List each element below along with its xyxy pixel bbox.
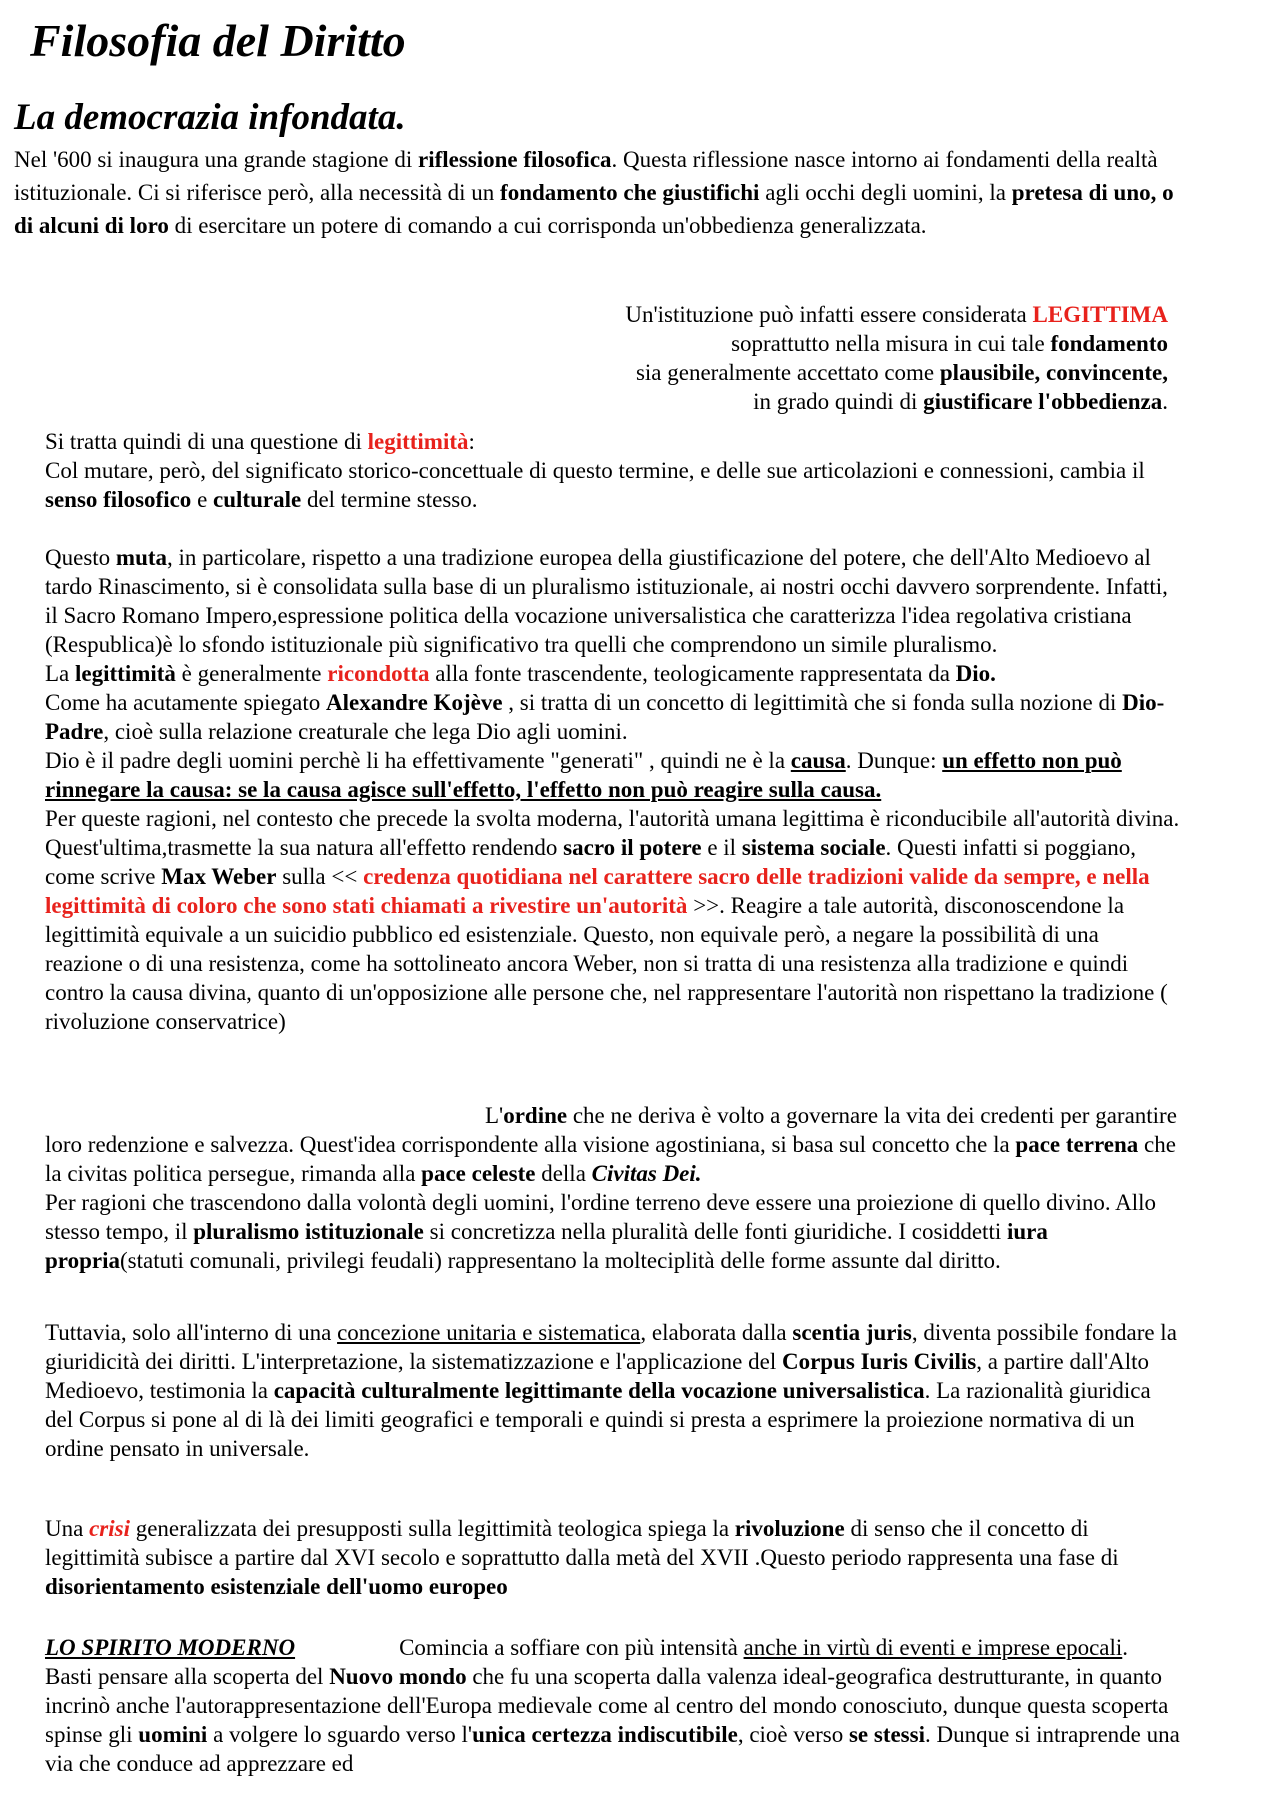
spirito-heading: LO SPIRITO MODERNO xyxy=(45,1635,296,1660)
tuttavia-paragraph: Tuttavia, solo all'interno di una concezione unitaria e sistematica, elaborata dalla scentia juris, diventa possibile fondare la giuridicità dei diritti. L'interpretazione, la sistematizzazione e l'applicazione del Corpus Iuris Civilis, a partire dall'Alto Medioevo, testimonia la capacità culturalmente legittimante della vocazione universalistica. La razionalità giuridica del Corpus si pone al di là dei limiti geografici e temporali e quindi si presta a esprimere la proiezione normativa di un ordine pensato in universale. xyxy=(45,1320,1177,1461)
quote-line: Un'istituzione può infatti essere considerata LEGITTIMA xyxy=(625,302,1168,327)
section-title: La democrazia infondata. xyxy=(14,97,406,138)
quote-line: soprattutto nella misura in cui tale fondamento xyxy=(731,331,1168,356)
spirito-paragraph: LO SPIRITO MODERNO Comincia a soffiare con più intensità anche in virtù di eventi e imprese epocali. Basti pensare alla scoperta del Nuovo mondo che fu una scoperta dalla valenza ideal-geografica destrutturante, in quanto incrinò anche l'autorappresentazione dell'Europa medievale come al centro del mondo conosciuto, dunque questa scoperta spinse gli uomini a volgere lo sguardo verso l'unica certezza indiscutibile, cioè verso se stessi. Dunque si intraprende una via che conduce ad apprezzare ed xyxy=(45,1635,1180,1776)
ordine-paragraph: L'ordine che ne deriva è volto a governare la vita dei credenti per garantire loro redenzione e salvezza. Quest'idea corrispondente alla visione agostiniana, si basa sul concetto che la pace terrena che la civitas politica persegue, rimanda alla pace celeste della Civitas Dei. Per ragioni che trascendono dalla volontà degli uomini, l'ordine terreno deve essere una proiezione di quello divino. Allo stesso tempo, il pluralismo istituzionale si concretizza nella pluralità delle fonti giuridiche. I cosiddetti iura propria(statuti comunali, privilegi feudali) rappresentano la molteciplità delle forme assunte dal diritto. xyxy=(45,1103,1177,1273)
intro-paragraph: Nel '600 si inaugura una grande stagione di riflessione filosofica. Questa riflessione nasce intorno ai fondamenti della realtà istituzionale. Ci si riferisce però, alla necessità di un fondamento che giustifichi agli occhi degli uomini, la pretesa di uno, o di alcuni di loro di esercitare un potere di comando a cui corrisponda un'obbedienza generalizzata. xyxy=(14,147,1174,238)
quote-line: in grado quindi di giustificare l'obbedienza. xyxy=(753,389,1168,414)
quote-line: sia generalmente accettato come plausibile, convincente, xyxy=(635,360,1168,385)
crisi-paragraph: Una crisi generalizzata dei presupposti sulla legittimità teologica spiega la rivoluzione di senso che il concetto di legittimità subisce a partire dal XVI secolo e soprattutto dalla metà del XVII .Questo periodo rappresenta una fase di disorientamento esistenziale dell'uomo europeo xyxy=(45,1516,1119,1599)
legitimacy-paragraph: Si tratta quindi di una questione di legittimità: Col mutare, però, del significato storico-concettuale di questo termine, e delle sue articolazioni e connessioni, cambia il senso filosofico e culturale del termine stesso. xyxy=(45,429,1145,512)
muta-paragraph: Questo muta, in particolare, rispetto a una tradizione europea della giustificazione del potere, che dell'Alto Medioevo al tardo Rinascimento, si è consolidata sulla base di un pluralismo istituzionale, ai nostri occhi davvero sorprendente. Infatti, il Sacro Romano Impero,espressione politica della vocazione universalistica che caratterizza l'idea regolativa cristiana (Respublica)è lo sfondo istituzionale più significativo tra quelli che comprendono un simile pluralismo. La legittimità è generalmente ricondotta alla fonte trascendente, teologicamente rappresentata da Dio. Come ha acutamente spiegato Alexandre Kojève , si tratta di un concetto di legittimità che si fonda sulla nozione di Dio-Padre, cioè sulla relazione creaturale che lega Dio agli uomini. Dio è il padre degli uomini perchè li ha effettivamente "generati" , quindi ne è la causa. Dunque: un effetto non può rinnegare la causa: se la causa agisce sull'effetto, l'effetto non può reagire sulla causa. Per queste ragioni, nel contesto che precede la svolta moderna, l'autorità umana legittima è riconducibile all'autorità divina. Quest'ultima,trasmette la sua natura all'effetto rendendo sacro il potere e il sistema sociale. Questi infatti si poggiano, come scrive Max Weber sulla << credenza quotidiana nel carattere sacro delle tradizioni valide da sempre, e nella legittimità di coloro che sono stati chiamati a rivestire un'autorità >>. Reagire a tale autorità, disconoscendone la legittimità equivale a un suicidio pubblico ed esistenziale. Questo, non equivale però, a negare la possibilità di una reazione o di una resistenza, come ha sottolineato ancora Weber, non si tratta di una resistenza alla tradizione e quindi contro la causa divina, quanto di un'opposizione alle persone che, nel rappresentare l'autorità non rispettano la tradizione ( rivoluzione conservatrice) xyxy=(45,545,1180,1034)
legitimacy-quote xyxy=(520,300,1168,416)
document-title: Filosofia del Diritto xyxy=(30,15,406,66)
